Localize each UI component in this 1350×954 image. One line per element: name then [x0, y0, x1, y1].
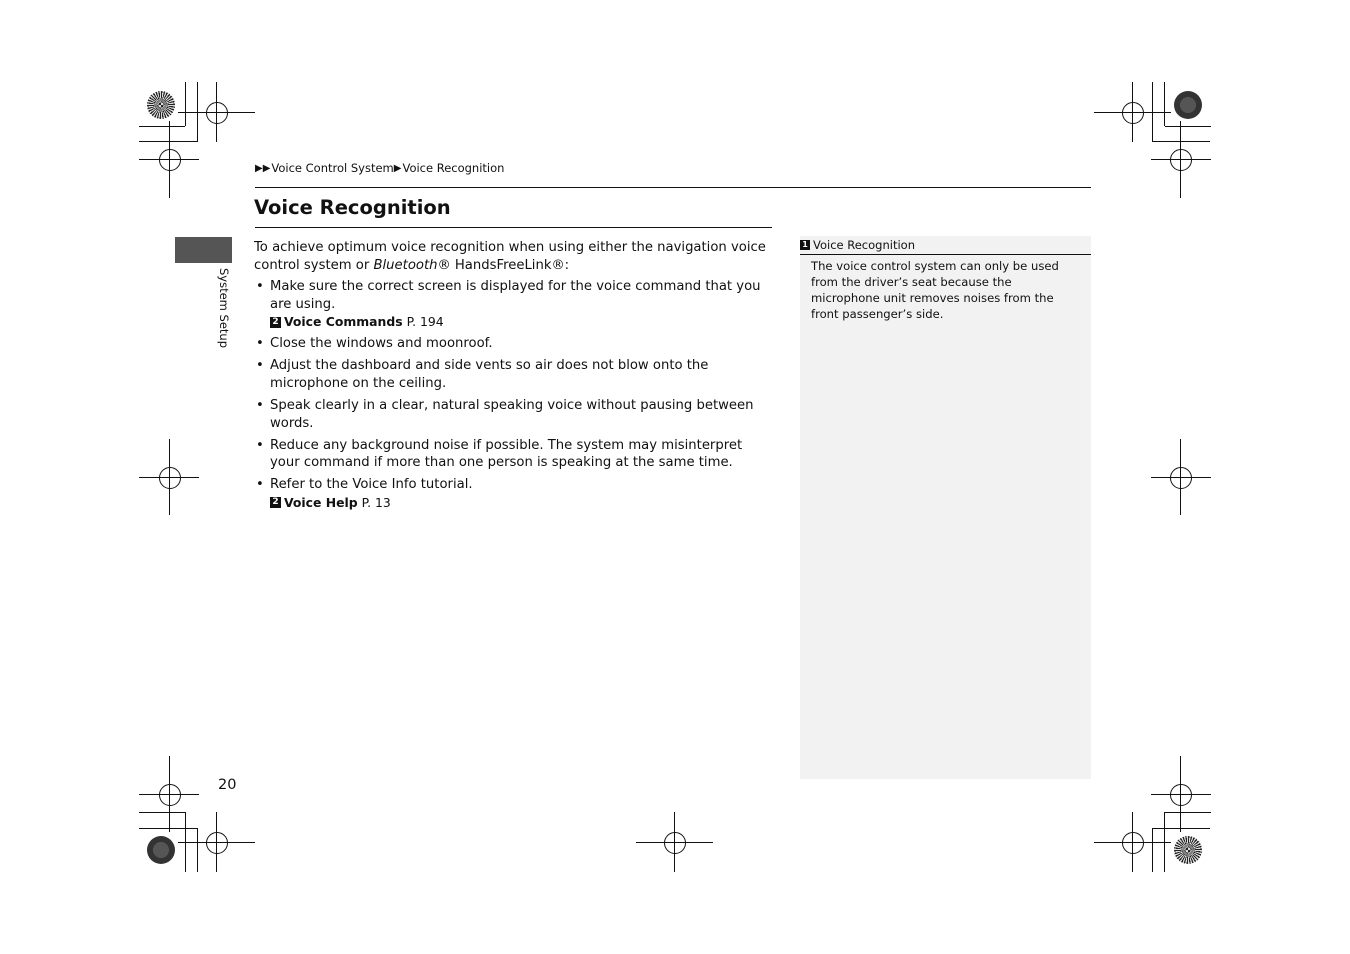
list-item-text: Refer to the Voice Info tutorial.	[270, 477, 473, 493]
cross-reference-voice-commands[interactable]	[270, 313, 774, 331]
cross-reference-voice-help[interactable]	[270, 494, 774, 512]
intro-paragraph	[254, 239, 774, 274]
color-target-icon	[1174, 91, 1202, 119]
breadcrumb	[255, 161, 504, 175]
color-target-icon	[147, 91, 175, 119]
list-item-text: Reduce any background noise if possible. The system may misinterpret your command if more than one person is speaking at the same time.	[270, 437, 743, 471]
list-item	[254, 476, 774, 511]
crosshair-icon	[1122, 832, 1144, 854]
note-marker-icon: 1	[800, 240, 810, 250]
color-target-icon	[1174, 836, 1202, 864]
breadcrumb-arrow-icon: ▶▶	[255, 162, 271, 174]
reference-page[interactable]: P. 194	[406, 314, 444, 330]
header-divider	[255, 187, 1091, 188]
title-underline	[255, 227, 772, 228]
breadcrumb-item-voice-recognition: Voice Recognition	[402, 161, 505, 175]
intro-text-end: ® HandsFreeLink®:	[437, 257, 570, 273]
crosshair-icon	[664, 832, 686, 854]
list-item-text: Make sure the correct screen is displayed for the voice command that you are using.	[270, 279, 761, 312]
reference-arrow-icon: 2	[270, 497, 281, 508]
crosshair-icon	[159, 467, 181, 489]
crosshair-icon	[1170, 784, 1192, 806]
reference-page[interactable]: P. 13	[361, 494, 391, 510]
list-item-text: Adjust the dashboard and side vents so air does not blow onto the microphone on the ceiling.	[270, 358, 709, 391]
section-tab-label: System Setup	[217, 268, 231, 349]
crosshair-icon	[206, 832, 228, 854]
list-item-text: Speak clearly in a clear, natural speaking voice without pausing between words.	[270, 397, 754, 431]
color-target-icon	[147, 836, 175, 864]
side-note-body: The voice control system can only be used from the driver’s seat because the microphone unit removes noises from the front passenger’s side.	[811, 259, 1059, 321]
page-title: Voice Recognition	[254, 196, 451, 219]
tips-list	[254, 278, 774, 511]
breadcrumb-separator-icon: ▶	[393, 162, 402, 174]
page-number: 20	[218, 777, 237, 793]
crosshair-icon	[206, 102, 228, 124]
crosshair-icon	[159, 149, 181, 171]
reference-title[interactable]: Voice Help	[284, 494, 358, 510]
main-content	[254, 239, 774, 516]
reference-arrow-icon: 2	[270, 317, 281, 328]
list-item	[254, 335, 774, 353]
crosshair-icon	[1170, 149, 1192, 171]
crosshair-icon	[1122, 102, 1144, 124]
reference-title[interactable]: Voice Commands	[284, 314, 403, 330]
crosshair-icon	[1170, 467, 1192, 489]
list-item	[254, 397, 774, 432]
intro-text: To achieve optimum voice recognition when using either the navigation voice control system or	[254, 240, 766, 273]
list-item	[254, 278, 774, 331]
side-note-header	[800, 236, 1091, 255]
list-item	[254, 437, 774, 472]
side-note-title: Voice Recognition	[813, 237, 915, 252]
list-item-text: Close the windows and moonroof.	[270, 336, 493, 352]
crosshair-icon	[159, 784, 181, 806]
list-item	[254, 357, 774, 392]
side-note-divider	[800, 254, 1091, 255]
section-tab-marker	[175, 237, 232, 263]
breadcrumb-item-voice-control-system[interactable]: Voice Control System	[271, 161, 394, 175]
intro-italic-brand: Bluetooth	[373, 257, 438, 273]
